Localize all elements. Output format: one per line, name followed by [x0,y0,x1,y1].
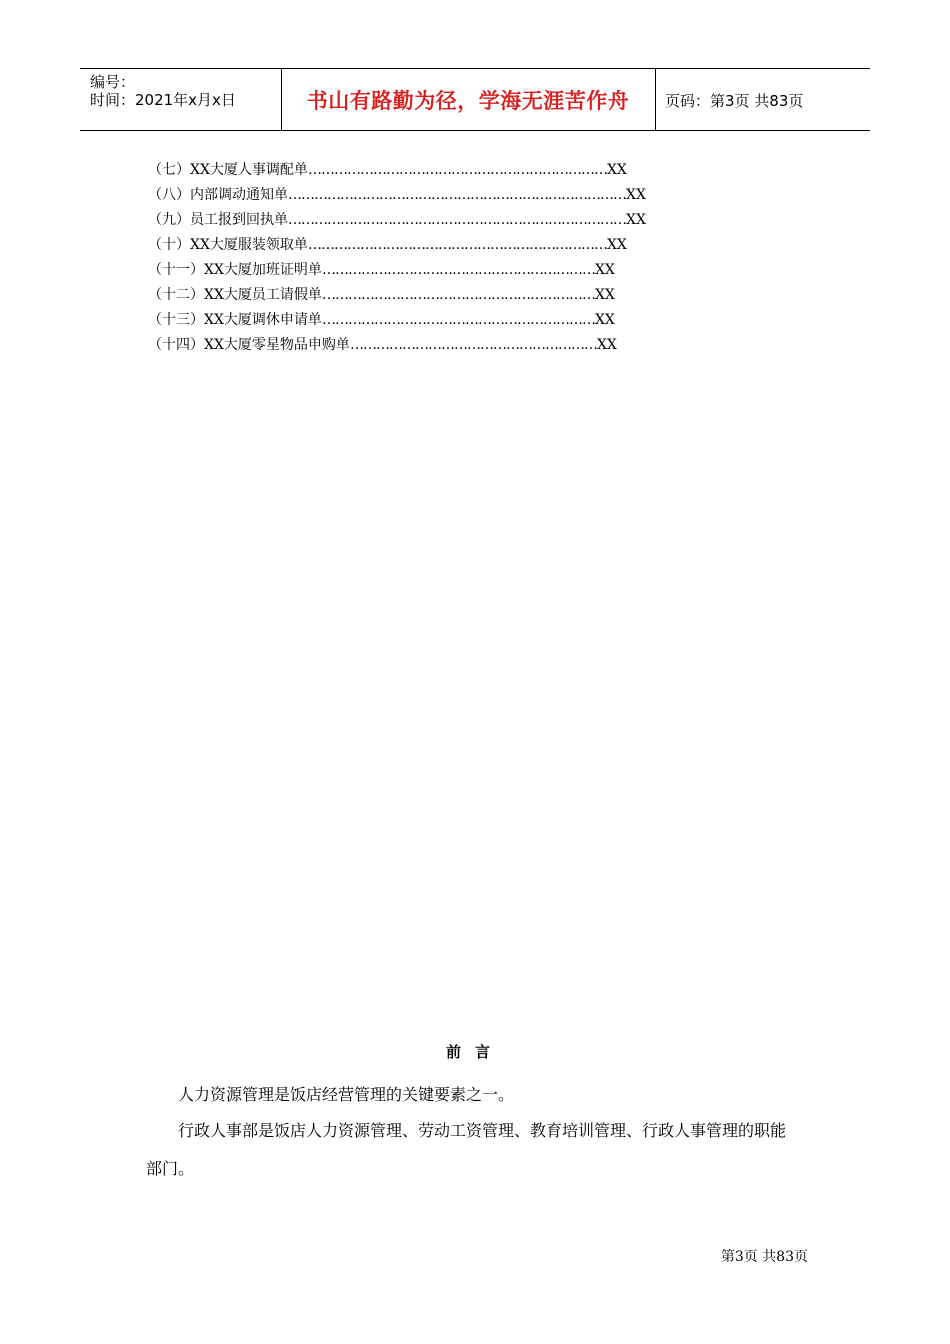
toc-item[interactable] [148,208,728,233]
toc-number: （十二） [148,287,204,303]
toc-page: XX [594,287,615,303]
toc-page: XX [594,262,615,278]
toc-item[interactable] [148,158,728,183]
preface-paragraph-2: 行政人事部是饭店人力资源管理、劳动工资管理、教育培训管理、行政人事管理的职能 [178,1121,787,1140]
toc-page: XX [594,312,615,328]
toc-leader: …………………………………………………………… [307,162,607,178]
toc-number: （十四） [148,337,204,353]
preface-paragraph-2-continued: 部门。 [146,1159,195,1178]
serial-number-label: 编号： [90,73,136,91]
header-page-number: 页码：第3页 共83页 [665,92,804,110]
toc-number: （十） [148,237,190,253]
preface-heading: 前言 [445,1043,504,1061]
toc-page: XX [626,212,646,228]
toc-item[interactable] [148,283,728,308]
toc-number: （七） [148,162,190,178]
toc-title: XX大厦人事调配单 [190,162,308,178]
toc-item[interactable] [148,233,728,258]
toc-number: （九） [148,212,190,228]
header-right-cell [656,69,870,130]
toc-item[interactable] [148,333,728,358]
date-label: 时间：2021年x月x日 [90,91,236,109]
toc-leader: ……………………………………………………… [321,287,595,303]
toc-number: （十一） [148,262,204,278]
toc-page: XX [606,162,627,178]
table-of-contents [148,158,728,358]
toc-leader: ………………………………………………… [349,337,597,353]
toc-title: XX大厦加班证明单 [204,262,322,278]
toc-title: 内部调动通知单 [190,187,288,203]
toc-title: XX大厦员工请假单 [204,287,322,303]
toc-page: XX [626,187,646,203]
toc-number: （十三） [148,312,204,328]
toc-item[interactable] [148,183,728,208]
toc-title: XX大厦服装领取单 [190,237,308,253]
toc-item[interactable] [148,308,728,333]
header-motto: 书山有路勤为径，学海无涯苦作舟 [306,89,630,113]
toc-page: XX [606,237,627,253]
page-footer-number: 第3页 共83页 [720,1249,808,1265]
page-header [80,68,870,131]
toc-number: （八） [148,187,190,203]
toc-leader: ……………………………………………………… [321,262,595,278]
header-middle-cell [281,69,656,130]
preface-paragraph-1: 人力资源管理是饭店经营管理的关键要素之一。 [178,1085,515,1104]
toc-leader: …………………………………………………………………… [288,212,626,228]
toc-leader: …………………………………………………………… [307,237,607,253]
toc-title: 员工报到回执单 [190,212,288,228]
header-left-cell [80,69,282,130]
toc-page: XX [596,337,617,353]
toc-leader: …………………………………………………………………… [288,187,626,203]
toc-leader: ……………………………………………………… [321,312,595,328]
toc-title: XX大厦调休申请单 [204,312,322,328]
toc-title: XX大厦零星物品申购单 [204,337,350,353]
toc-item[interactable] [148,258,728,283]
